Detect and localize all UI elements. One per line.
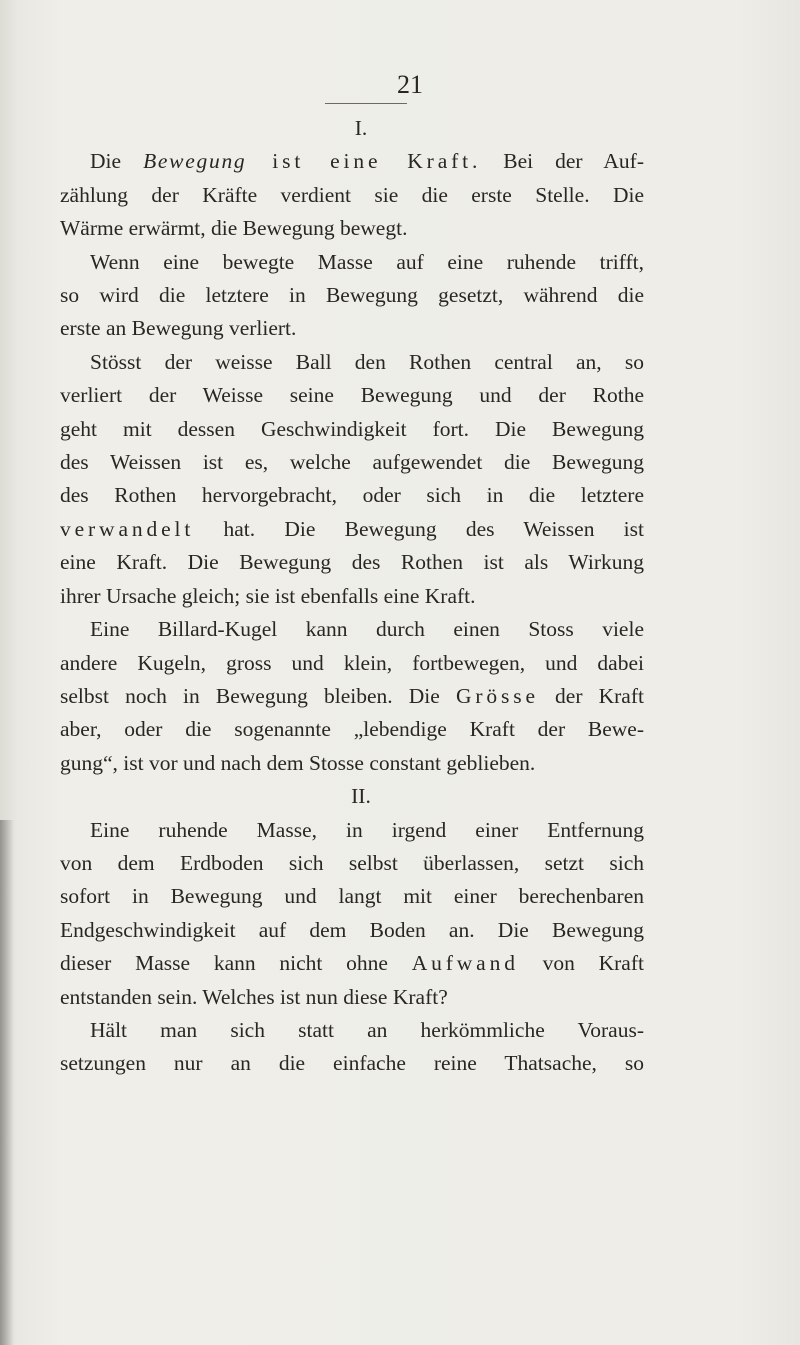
body-text [60, 112, 644, 1081]
text-run: von Kraft [518, 951, 644, 976]
text-line: aber, oder die sogenannte „lebendige Kraft der Bewe- [60, 717, 644, 742]
text-line: verliert der Weisse seine Bewegung und der Rothe [60, 383, 644, 408]
paragraph [60, 145, 644, 245]
text-run: dieser Masse kann nicht ohne [60, 951, 412, 976]
emphasis-verwandelt: verwandelt [60, 516, 195, 541]
text-line [60, 145, 644, 178]
text-line: ihrer Ursache gleich; sie ist ebenfalls eine Kraft. [60, 583, 476, 608]
paragraph [60, 246, 644, 346]
text-line: des Rothen hervorgebracht, oder sich in die letztere [60, 483, 644, 508]
emphasis-aufwand: Aufwand [411, 951, 519, 976]
text-line [60, 513, 644, 546]
text-line: geht mit dessen Geschwindigkeit fort. Die Bewegung [60, 416, 644, 441]
emphasis-kraft: ist eine Kraft. [246, 149, 482, 174]
text-line: eine Kraft. Die Bewegung des Rothen ist als Wirkung [60, 550, 644, 575]
text-line: des Weissen ist es, welche aufgewendet die Bewegung [60, 450, 644, 475]
page-edge-shadow [0, 820, 14, 1345]
paragraph [60, 1014, 644, 1081]
text-line: entstanden sein. Welches ist nun diese Kraft? [60, 984, 448, 1009]
text-line: Wenn eine bewegte Masse auf eine ruhende trifft, [90, 249, 644, 274]
text-line: sofort in Bewegung und langt mit einer berechenbaren [60, 884, 644, 909]
text-run: der Kraft [538, 683, 644, 708]
text-line: so wird die letztere in Bewegung gesetzt, während die [60, 283, 644, 308]
header-rule [325, 103, 407, 104]
text-line: von dem Erdboden sich selbst überlassen, setzt sich [60, 850, 644, 875]
text-run: Bei der Auf- [481, 149, 645, 174]
text-line: Eine ruhende Masse, in irgend einer Entfernung [90, 817, 644, 842]
text-run: selbst noch in Bewegung bleiben. Die [60, 683, 456, 708]
text-line [60, 680, 644, 713]
text-run: hat. Die Bewegung des Weissen ist [194, 516, 644, 541]
paragraph [60, 613, 644, 780]
paragraph [60, 814, 644, 1014]
text-line: Wärme erwärmt, die Bewegung bewegt. [60, 216, 408, 241]
emphasis-groesse: Grösse [455, 683, 539, 708]
text-line: gung“, ist vor und nach dem Stosse constant geblieben. [60, 750, 536, 775]
text-run: Die [90, 149, 144, 174]
section-heading-2: II. [351, 784, 371, 809]
text-line [60, 947, 644, 980]
text-line: zählung der Kräfte verdient sie die erste Stelle. Die [60, 182, 644, 207]
text-line: Endgeschwindigkeit auf dem Boden an. Die Bewegung [60, 917, 644, 942]
text-line: setzungen nur an die einfache reine Thatsache, so [60, 1051, 644, 1076]
text-line: erste an Bewegung verliert. [60, 316, 297, 341]
text-line: Hält man sich statt an herkömmliche Voraus- [90, 1017, 644, 1042]
page-number: 21 [397, 70, 423, 99]
emphasis-bewegung: Bewegung [143, 149, 247, 174]
paragraph [60, 346, 644, 613]
text-line: andere Kugeln, gross und klein, fortbewegen, und dabei [60, 650, 644, 675]
text-line: Stösst der weisse Ball den Rothen central an, so [90, 349, 644, 374]
section-heading-1: I. [354, 116, 368, 140]
text-line: Eine Billard-Kugel kann durch einen Stoss viele [90, 617, 644, 642]
